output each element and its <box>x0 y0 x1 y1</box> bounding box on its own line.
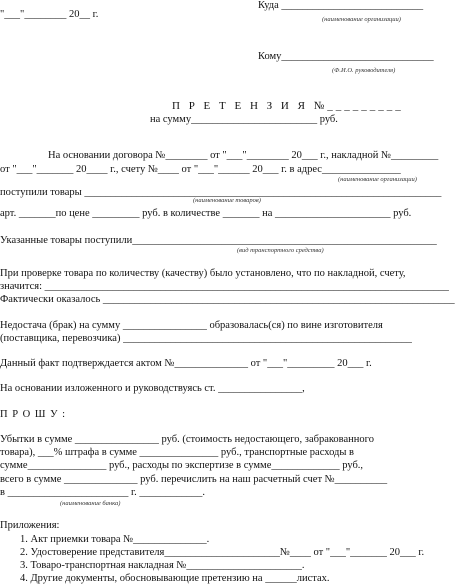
body-line-4: арт. _______по цене _________ руб. в количестве _______ на ______________________ руб. <box>0 208 412 219</box>
demand-line-4: всего в сумме ______________ руб. перечислить на наш расчетный счет №__________ <box>0 474 388 485</box>
body-line-9: Недостача (брак) на сумму ________________ образовалась(ся) по вине изготовителя <box>0 320 383 331</box>
demand-line-3: сумме_______________ руб., расходы по экспертизе в сумме_____________ руб., <box>0 460 364 471</box>
demand-heading: П Р О Ш У : <box>0 409 67 420</box>
claim-title: П Р Е Т Е Н З И Я №_________ <box>172 100 404 112</box>
body-line-1: На основании договора №________ от "___"________ 20___ г., накладной №_________ <box>48 150 439 161</box>
demand-line-5-caption: (наименование банка) <box>60 500 121 507</box>
recipient-organization-caption: (наименование организации) <box>322 16 401 23</box>
recipient-organization-line: Куда ___________________________ <box>258 0 424 11</box>
body-line-3: поступили товары ____________________________________________________________________ <box>0 187 442 198</box>
attachment-item-3: 3. Товаро-транспортная накладная №______________________. <box>20 560 305 571</box>
body-line-10: (поставщика, перевозчика) _______________________________________________________ <box>0 333 412 344</box>
attachment-item-4: 4. Другие документы, обосновывающие претензию на ______листах. <box>20 573 330 584</box>
body-line-12: На основании изложенного и руководствуясь ст. ________________, <box>0 383 305 394</box>
body-line-5-caption: (вид транспортного средства) <box>237 247 324 254</box>
body-line-3-caption: (наименование товаров) <box>193 197 261 204</box>
body-line-7: значится: _____________________________________________________________________________ <box>0 281 449 292</box>
demand-line-2: товара), ___% штрафа в сумме _______________ руб., транспортные расходы в <box>0 447 355 458</box>
body-line-11: Данный факт подтверждается актом №______________ от "___"_________ 20___ г. <box>0 358 372 369</box>
recipient-person-line: Кому_____________________________ <box>258 51 434 62</box>
body-line-8: Фактически оказалось ___________________________________________________________________ <box>0 294 455 305</box>
attachment-item-1: 1. Акт приемки товара №______________. <box>20 534 210 545</box>
body-line-2-caption: (наименование организации) <box>338 176 417 183</box>
attachment-item-2: 2. Удостоверение представителя______________________№____ от "___"_______ 20___ г. <box>20 547 425 558</box>
recipient-person-caption: (Ф.И.О. руководителя) <box>332 67 396 74</box>
claim-amount: на сумму________________________ руб. <box>150 114 338 125</box>
body-line-6: При проверке товара по количеству (качеству) было установлено, что по накладной, счету, <box>0 268 406 279</box>
body-line-5: Указанные товары поступили__________________________________________________________ <box>0 235 437 246</box>
body-line-2: от "___"_______ 20____ г., счету №____ от "___"______ 20___ г. в адрес_______________ <box>0 164 401 175</box>
demand-line-1: Убытки в сумме ________________ руб. (стоимость недостающего, забракованного <box>0 434 374 445</box>
attachments-heading: Приложения: <box>0 520 60 531</box>
document-date: "___"________ 20__ г. <box>0 9 99 20</box>
demand-line-5: в _______________________ г. ____________. <box>0 487 205 498</box>
